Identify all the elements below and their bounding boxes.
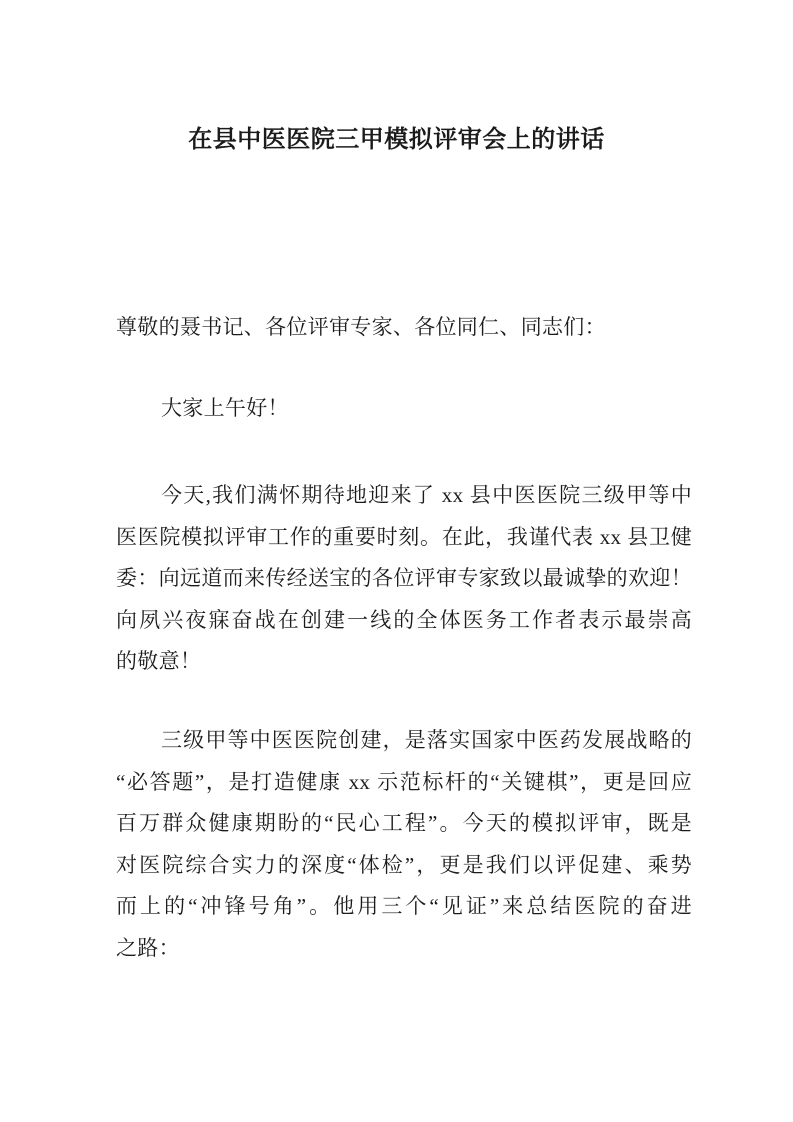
text-line: 的敬意！: [116, 649, 202, 673]
salutation-paragraph: [116, 307, 692, 349]
text-line: 而上的“冲锋号角”。他用三个“见证”来总结医院的奋进: [116, 894, 692, 918]
greeting-paragraph: [116, 388, 692, 430]
text-line: 医医院模拟评审工作的重要时刻。在此，我谨代表 xx 县卫健: [116, 524, 692, 549]
text-line: 之路：: [116, 935, 180, 960]
text-line: 尊敬的聂书记、各位评审专家、各位同仁、同志们：: [116, 315, 606, 339]
text-line: 委：向远道而来传经送宝的各位评审专家致以最诚挚的欢迎！: [116, 566, 692, 590]
text-line: 今天,我们满怀期待地迎来了 xx 县中医医院三级甲等中: [161, 483, 692, 507]
text-line: 对医院综合实力的深度“体检”，更是我们以评促建、乘势: [116, 852, 692, 877]
text-line: 三级甲等中医医院创建，是落实国家中医药发展战略的: [161, 728, 692, 752]
text-line: 大家上午好！: [161, 396, 289, 420]
document-title: 在县中医医院三甲模拟评审会上的讲话: [188, 127, 605, 153]
significance-paragraph: [116, 720, 692, 969]
welcome-paragraph: [116, 475, 692, 683]
text-line: “必答题”，是打造健康 xx 示范标杆的“关键棋”，更是回应: [116, 769, 692, 794]
text-line: 向夙兴夜寐奋战在创建一线的全体医务工作者表示最崇高: [116, 607, 692, 632]
text-line: 百万群众健康期盼的“民心工程”。今天的模拟评审，既是: [116, 811, 692, 835]
